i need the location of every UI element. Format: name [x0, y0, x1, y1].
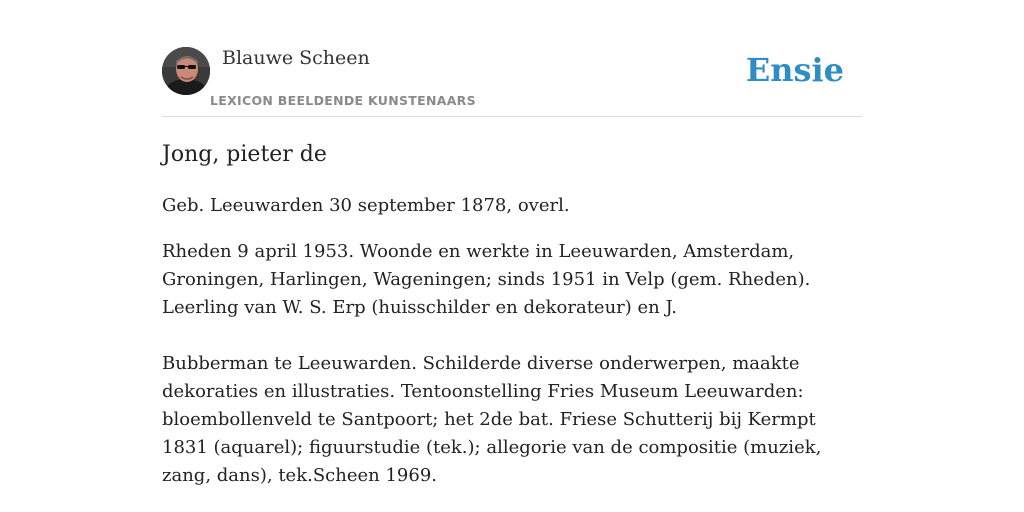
author-avatar[interactable] [162, 47, 210, 95]
article-paragraph: Geb. Leeuwarden 30 september 1878, overl. [162, 195, 570, 216]
article-paragraph: Bubberman te Leeuwarden. Schilderde diverse onderwerpen, maakte dekoraties en illustraties. Tentoonstelling Fries Museum Leeuwarden: bloembollenveld te Santpoort; het 2de bat. Friese Schutterij bij Kermpt 1831 (aquarel); figuurstudie (tek.); allegorie van de compositie (muziek, zang, dans), tek.Scheen 1969. [162, 353, 822, 486]
source-label[interactable]: LEXICON BEELDENDE KUNSTENAARS [210, 93, 476, 108]
header [162, 46, 862, 117]
article-body [162, 192, 862, 490]
author-name[interactable]: Blauwe Scheen [222, 47, 370, 69]
article-paragraph: Rheden 9 april 1953. Woonde en werkte in Leeuwarden, Amsterdam, Groningen, Harlingen, Wageningen; sinds 1951 in Velp (gem. Rheden). Leerling van W. S. Erp (huisschilder en dekorateur) en J. [162, 241, 811, 318]
article-title: Jong, pieter de [162, 142, 327, 167]
brand-logo[interactable]: Ensie [745, 51, 844, 89]
avatar-photo-icon [162, 47, 210, 95]
